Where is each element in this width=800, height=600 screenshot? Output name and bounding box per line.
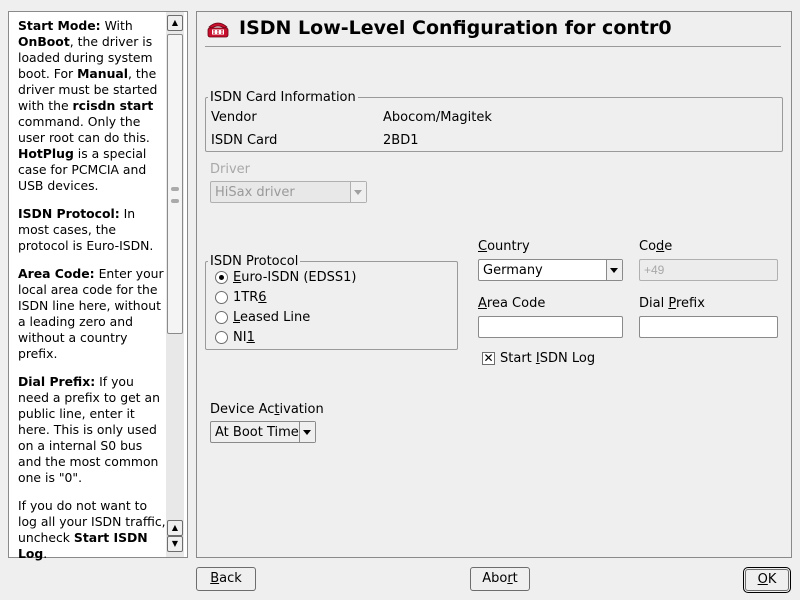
help-paragraph-dial-prefix: Dial Prefix: If you need a prefix to get an public line, enter it here. This is only used on a internal S0 bus and the most common one is "0". (18, 374, 160, 485)
scroll-up-icon-lower[interactable]: ▲ (167, 520, 183, 536)
abort-button[interactable]: Abort (470, 567, 530, 591)
vendor-label: Vendor (211, 110, 257, 125)
country-select[interactable] (478, 259, 623, 281)
vendor-value: Abocom/Magitek (383, 110, 492, 125)
help-paragraph-isdn-log: If you do not want to log all your ISDN traffic, uncheck Start ISDN Log. (18, 498, 166, 561)
protocol-legend: ISDN Protocol (210, 254, 299, 269)
radio-ni1[interactable] (215, 331, 228, 344)
driver-select (210, 181, 367, 203)
page-title: ISDN Low-Level Configuration for contr0 (239, 17, 672, 39)
back-button[interactable]: Back (196, 567, 256, 591)
isdn-card-label: ISDN Card (211, 133, 278, 148)
radio-1tr6[interactable] (215, 291, 228, 304)
title-divider (205, 46, 781, 47)
help-scrollbar[interactable] (166, 12, 184, 557)
grip-icon (171, 187, 179, 203)
device-activation-select[interactable] (210, 421, 316, 443)
dial-prefix-label: Dial Prefix (639, 296, 705, 311)
driver-label: Driver (210, 162, 251, 177)
area-code-field[interactable] (478, 316, 623, 338)
area-code-label: Area Code (478, 296, 546, 311)
code-label: Code (639, 239, 673, 254)
scrollbar-thumb[interactable] (167, 34, 183, 334)
1tr6-label[interactable]: 1TR6 (233, 290, 267, 305)
leased-line-label[interactable]: Leased Line (233, 310, 311, 325)
radio-leased-line[interactable] (215, 311, 228, 324)
start-isdn-log-label[interactable]: Start ISDN Log (500, 351, 596, 366)
chevron-down-icon (350, 182, 366, 202)
help-paragraph-start-mode: Start Mode: With OnBoot, the driver is loaded during system boot. For Manual, the driver must be started with the rcisdn start command. Only the user root can do this. HotPlug is a special case for PCMCIA and USB devices. (18, 18, 158, 193)
card-info-frame (205, 90, 783, 152)
euro-isdn-label[interactable]: Euro-ISDN (EDSS1) (233, 270, 357, 285)
card-info-legend: ISDN Card Information (210, 90, 356, 105)
help-text (18, 18, 168, 574)
isdn-card-value: 2BD1 (383, 133, 419, 148)
help-panel (8, 11, 188, 561)
device-activation-label: Device Activation (210, 402, 324, 417)
device-activation-value: At Boot Time (215, 425, 299, 440)
telephone-icon (207, 18, 229, 38)
main-panel (196, 11, 792, 558)
start-isdn-log-checkbox[interactable]: ✕ (483, 351, 494, 365)
driver-select-value: HiSax driver (215, 185, 295, 200)
scroll-up-icon[interactable]: ▲ (167, 15, 183, 31)
radio-euro-isdn[interactable] (215, 271, 228, 284)
scroll-down-icon[interactable]: ▼ (167, 536, 183, 552)
ok-button[interactable]: OK (745, 569, 789, 591)
chevron-down-icon[interactable] (606, 260, 622, 280)
help-paragraph-protocol: ISDN Protocol: In most cases, the protocol is Euro-ISDN. (18, 206, 154, 253)
chevron-down-icon[interactable] (299, 422, 315, 442)
dial-prefix-field[interactable] (639, 316, 778, 338)
ni1-label[interactable]: NI1 (233, 330, 255, 345)
code-field (639, 259, 778, 281)
help-paragraph-area-code: Area Code: Enter your local area code for the ISDN line here, without a leading zero and without a country prefix. (18, 266, 164, 361)
country-select-value: Germany (483, 263, 543, 278)
country-label: Country (478, 239, 530, 254)
